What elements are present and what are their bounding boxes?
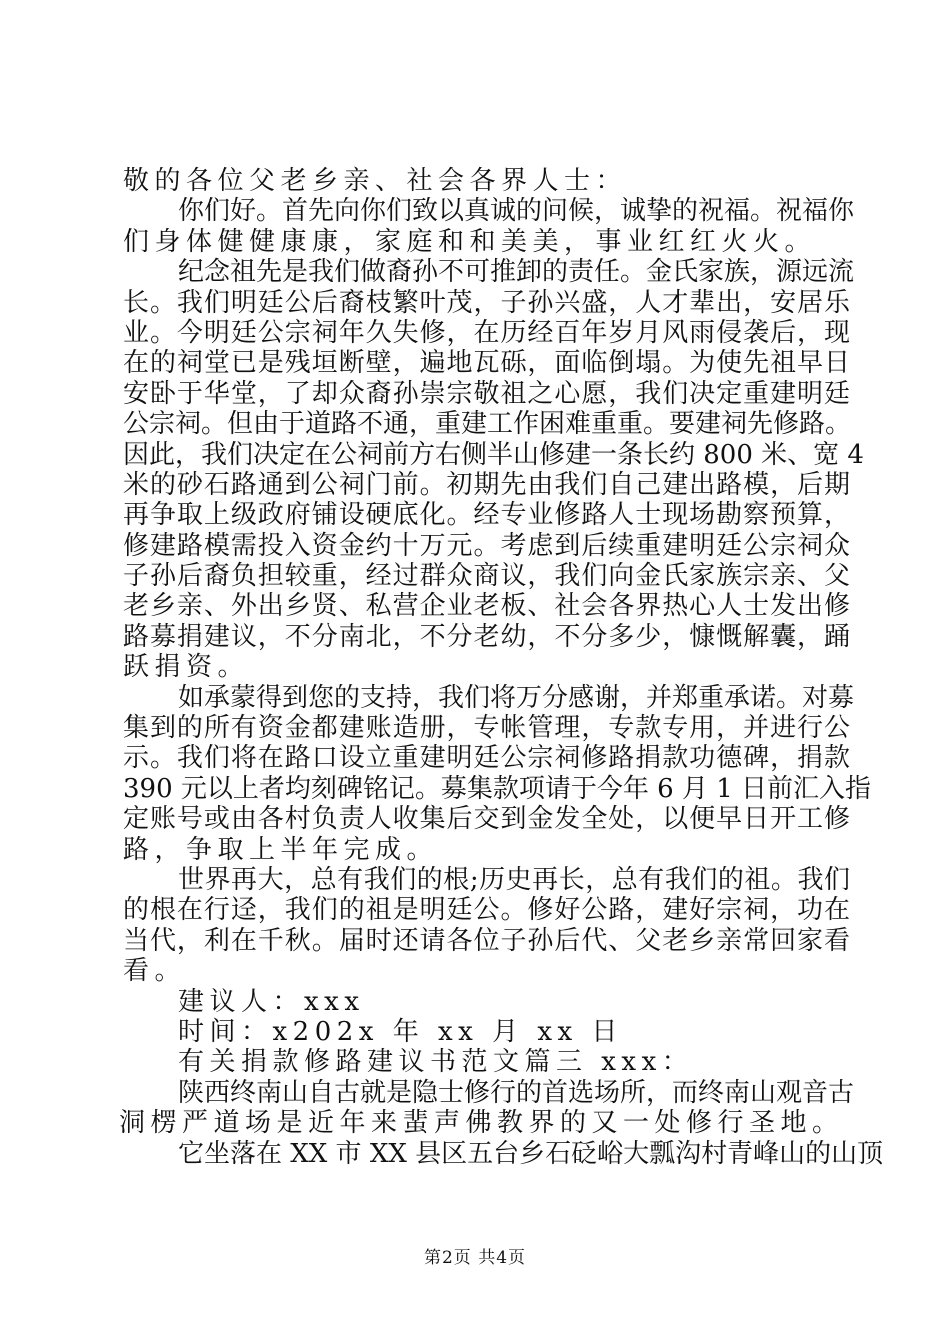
text-line: 米的砂石路通到公祠门前。初期先由我们自己建出路模，后期 bbox=[123, 469, 850, 500]
text-line: 在的祠堂已是残垣断壁，遍地瓦砾，面临倒塌。为使先祖早日 bbox=[123, 348, 850, 379]
text-line: 陕西终南山自古就是隐士修行的首选场所，而终南山观音古 bbox=[178, 1077, 855, 1108]
text-line: 修建路模需投入资金约十万元。考虑到后续重建明廷公宗祠众 bbox=[123, 530, 850, 561]
text-line: 有关捐款修路建议书范文篇三 xxx： bbox=[178, 1047, 694, 1078]
text-line: 你们好。首先向你们致以真诚的问候，诚挚的祝福。祝福你 bbox=[178, 196, 855, 227]
text-line: 定账号或由各村负责人收集后交到金发全处，以便早日开工修 bbox=[123, 804, 850, 835]
text-line: 敬的各位父老乡亲、社会各界人士： bbox=[123, 166, 628, 196]
page-footer: 第2页 共4页 bbox=[423, 1248, 527, 1268]
text-line: 因此，我们决定在公祠前方右侧半山修建一条长约 800 米、宽 4 bbox=[123, 439, 864, 470]
text-line: 纪念祖先是我们做裔孙不可推卸的责任。金氏家族，源远流 bbox=[178, 257, 855, 288]
text-line: 当代，利在千秋。届时还请各位子孙后代、父老乡亲常回家看 bbox=[123, 925, 850, 956]
text-line: 世界再大，总有我们的根;历史再长，总有我们的祖。我们 bbox=[178, 864, 850, 895]
text-line: 跃捐资。 bbox=[123, 652, 250, 683]
text-line: 们身体健健康康，家庭和和美美，事业红红火火。 bbox=[123, 226, 817, 257]
text-line: 示。我们将在路口设立重建明廷公宗祠修路捐款功德碑，捐款 bbox=[123, 743, 850, 774]
text-line: 它坐落在 XX 市 XX 县区五台乡石砭峪大瓢沟村青峰山的山顶 bbox=[178, 1138, 884, 1169]
text-line: 集到的所有资金都建账造册，专帐管理，专款专用，并进行公 bbox=[123, 713, 850, 744]
text-line: 业。今明廷公宗祠年久失修，在历经百年岁月风雨侵袭后，现 bbox=[123, 317, 850, 348]
text-line: 如承蒙得到您的支持，我们将万分感谢，并郑重承诺。对募 bbox=[178, 682, 855, 713]
text-line: 看。 bbox=[123, 956, 187, 987]
text-line: 390 元以上者均刻碑铭记。募集款项请于今年 6 月 1 日前汇入指 bbox=[123, 773, 872, 804]
text-line: 公宗祠。但由于道路不通，重建工作困难重重。要建祠先修路。 bbox=[123, 409, 852, 440]
text-line: 子孙后裔负担较重，经过群众商议，我们向金氏家族宗亲、父 bbox=[123, 561, 850, 592]
text-line: 老乡亲、外出乡贤、私营企业老板、社会各界热心人士发出修 bbox=[123, 591, 850, 622]
text-line: 再争取上级政府铺设硬底化。经专业修路人士现场勘察预算， bbox=[123, 500, 850, 531]
text-line: 长。我们明廷公后裔枝繁叶茂，子孙兴盛，人才辈出，安居乐 bbox=[123, 287, 850, 318]
text-line: 建议人：xxx bbox=[178, 986, 365, 1017]
document-body bbox=[119, 166, 884, 1169]
text-line: 的根在行迳，我们的祖是明廷公。修好公路，建好宗祠，功在 bbox=[123, 895, 850, 926]
text-line: 时间：x202x 年 xx 月 xx 日 bbox=[178, 1016, 623, 1047]
text-line: 安卧于华堂，了却众裔孙崇宗敬祖之心愿，我们决定重建明廷 bbox=[123, 378, 850, 409]
text-line: 路募捐建议，不分南北，不分老幼，不分多少，慷慨解囊，踊 bbox=[123, 621, 850, 652]
text-line: 洞楞严道场是近年来蜚声佛教界的又一处修行圣地。 bbox=[119, 1108, 844, 1139]
text-line: 路，争取上半年完成。 bbox=[123, 834, 439, 865]
